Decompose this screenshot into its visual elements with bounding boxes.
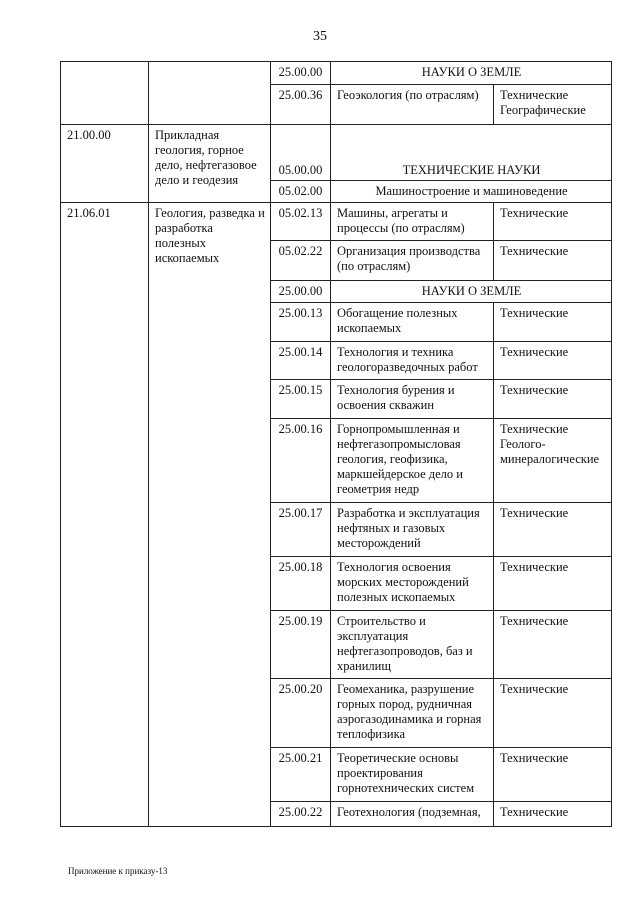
science-name: Теоретические основы проектирования горнотехнических систем [331,748,494,802]
footer-note: Приложение к приказу-13 [68,866,168,876]
science-branch: Технические [494,503,612,557]
science-code: 05.02.22 [271,241,331,281]
science-code: 05.02.00 [271,181,331,203]
spec-code-cell [61,62,149,125]
science-branch: Технические Географические [494,85,612,125]
science-code: 25.00.19 [271,611,331,679]
spec-name-cell: Прикладная геология, горное дело, нефтегазовое дело и геодезия [149,125,271,203]
science-name: Организация производства (по отраслям) [331,241,494,281]
science-name: Разработка и эксплуатация нефтяных и газовых месторождений [331,503,494,557]
science-name: Технология бурения и освоения скважин [331,380,494,419]
section-heading: НАУКИ О ЗЕМЛЕ [331,281,612,303]
table-row [61,62,612,85]
science-name: Геоэкология (по отраслям) [331,85,494,125]
science-name: Технология и техника геологоразведочных работ [331,342,494,380]
science-code: 05.02.13 [271,203,331,241]
science-branch: Технические [494,748,612,802]
science-code: 25.00.20 [271,679,331,748]
section-heading: Машиностроение и машиноведение [331,181,612,203]
science-code: 25.00.36 [271,85,331,125]
science-name: Технология освоения морских месторождений полезных ископаемых [331,557,494,611]
science-code: 25.00.00 [271,281,331,303]
section-heading: ТЕХНИЧЕСКИЕ НАУКИ [331,125,612,181]
specialties-table [60,61,612,827]
science-branch: Технические [494,303,612,342]
science-name: Геотехнология (подземная, [331,802,494,827]
spec-name-cell: Геология, разведка и разработка полезных ископаемых [149,203,271,827]
table-row [61,203,612,241]
science-name: Строительство и эксплуатация нефтегазопроводов, баз и хранилищ [331,611,494,679]
science-code: 25.00.16 [271,419,331,503]
science-code: 25.00.17 [271,503,331,557]
science-code: 25.00.00 [271,62,331,85]
science-code: 25.00.14 [271,342,331,380]
table-row [61,125,612,181]
science-branch: Технические Геолого-минералогические [494,419,612,503]
spec-code-cell: 21.06.01 [61,203,149,827]
science-branch: Технические [494,241,612,281]
science-name: Горнопромышленная и нефтегазопромысловая геология, геофизика, маркшейдерское дело и геометрия недр [331,419,494,503]
spec-code-cell: 21.00.00 [61,125,149,203]
science-name: Обогащение полезных ископаемых [331,303,494,342]
science-name: Машины, агрегаты и процессы (по отраслям) [331,203,494,241]
science-code: 25.00.21 [271,748,331,802]
science-branch: Технические [494,679,612,748]
science-code: 25.00.13 [271,303,331,342]
page-number: 35 [313,29,327,44]
spec-name-cell [149,62,271,125]
section-heading: НАУКИ О ЗЕМЛЕ [331,62,612,85]
science-branch: Технические [494,342,612,380]
science-branch: Технические [494,802,612,827]
science-name: Геомеханика, разрушение горных пород, рудничная аэрогазодинамика и горная теплофизика [331,679,494,748]
science-code: 05.00.00 [271,125,331,181]
science-code: 25.00.15 [271,380,331,419]
science-code: 25.00.18 [271,557,331,611]
science-branch: Технические [494,380,612,419]
science-code: 25.00.22 [271,802,331,827]
science-branch: Технические [494,203,612,241]
science-branch: Технические [494,611,612,679]
science-branch: Технические [494,557,612,611]
